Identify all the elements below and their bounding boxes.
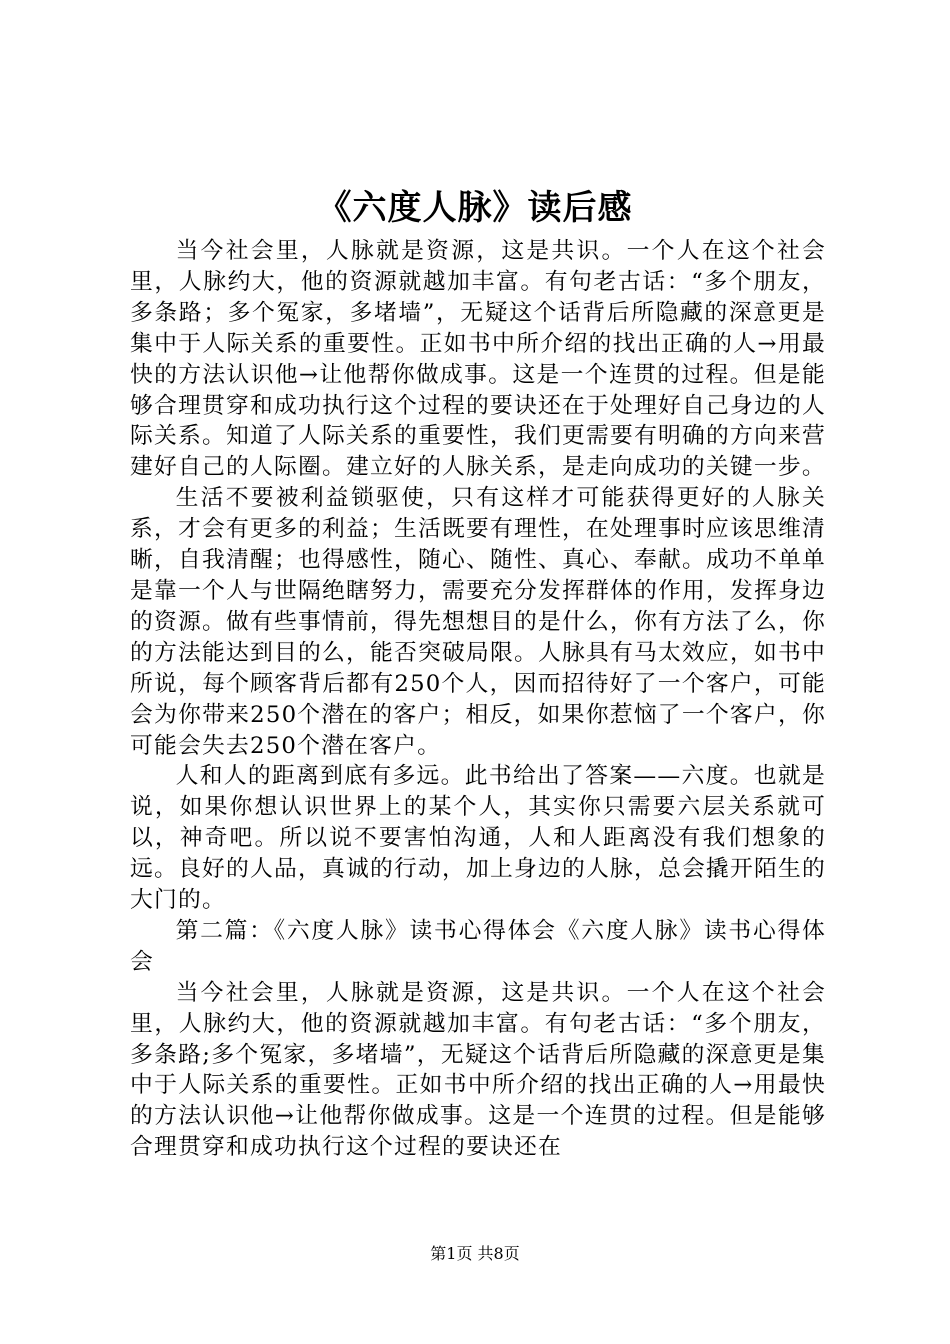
section-heading: 第二篇：《六度人脉》读书心得体会《六度人脉》读书心得体会 <box>130 917 826 975</box>
paragraph-4: 当今社会里，人脉就是资源，这是共识。一个人在这个社会里，人脉约大，他的资源就越加丰富。有句老古话：“多个朋友，多条路;多个冤家，多堵墙”，无疑这个话背后所隐藏的深意更是集中于人际关系的重要性。正如书中所介绍的找出正确的人→用最快的方法认识他→让他帮你做成事。这是一个连贯的过程。但是能够合理贯穿和成功执行这个过程的要诀还在 <box>130 979 826 1161</box>
document-title: 《六度人脉》读后感 <box>317 188 633 228</box>
paragraph-1: 当今社会里，人脉就是资源，这是共识。一个人在这个社会里，人脉约大，他的资源就越加丰富。有句老古话：“多个朋友，多条路；多个冤家，多堵墙”，无疑这个话背后所隐藏的深意更是集中于人际关系的重要性。正如书中所介绍的找出正确的人→用最快的方法认识他→让他帮你做成事。这是一个连贯的过程。但是能够合理贯穿和成功执行这个过程的要诀还在于处理好自己身边的人际关系。知道了人际关系的重要性，我们更需要有明确的方向来营建好自己的人际圈。建立好的人脉关系，是走向成功的关键一步。 <box>130 238 826 481</box>
paragraph-2: 生活不要被利益锁驱使，只有这样才可能获得更好的人脉关系，才会有更多的利益；生活既要有理性，在处理事时应该思维清晰，自我清醒；也得感性，随心、随性、真心、奉献。成功不单单是靠一个人与世隔绝瞎努力，需要充分发挥群体的作用，发挥身边的资源。做有些事情前，得先想想目的是什么，你有方法了么，你的方法能达到目的么，能否突破局限。人脉具有马太效应，如书中所说，每个顾客背后都有250个人，因而招待好了一个客户，可能会为你带来250个潜在的客户；相反，如果你惹恼了一个客户，你可能会失去250个潜在客户。 <box>130 485 826 759</box>
paragraph-3: 人和人的距离到底有多远。此书给出了答案——六度。也就是说，如果你想认识世界上的某个人，其实你只需要六层关系就可以，神奇吧。所以说不要害怕沟通，人和人距离没有我们想象的远。良好的人品，真诚的行动，加上身边的人脉，总会撬开陌生的大门的。 <box>130 763 826 914</box>
page-footer: 第1页 共8页 <box>430 1244 520 1263</box>
document-body <box>130 236 826 1163</box>
